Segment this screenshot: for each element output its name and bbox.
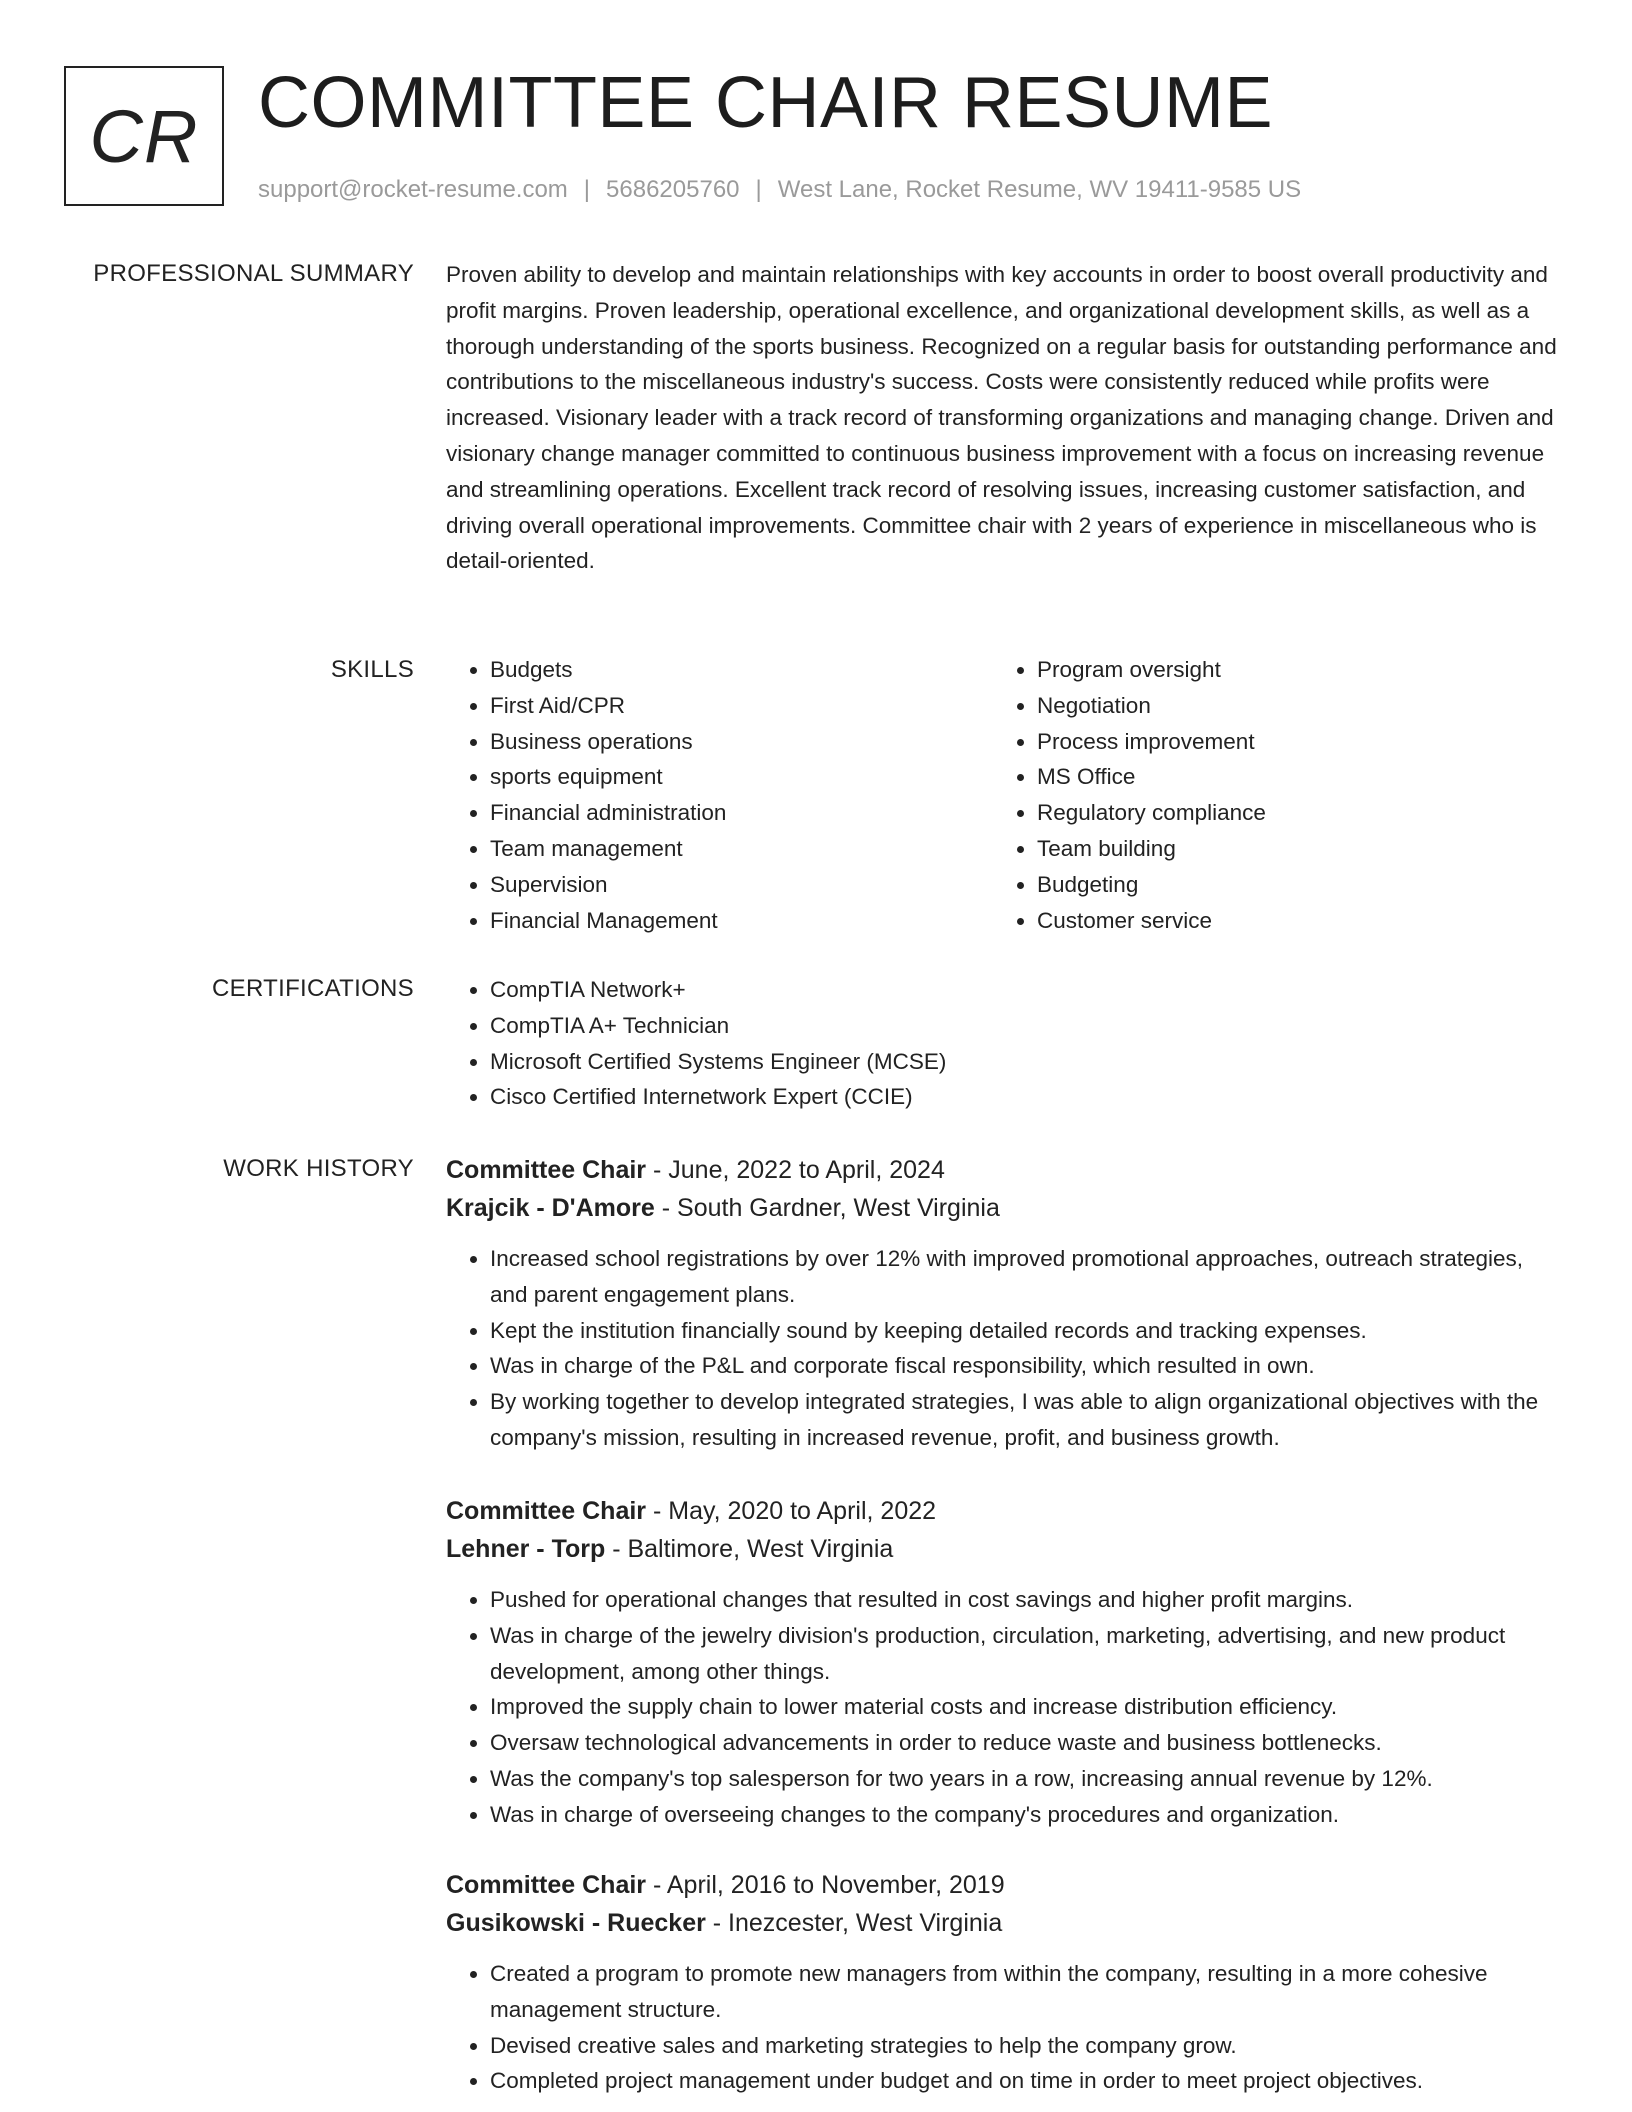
- skill-item: • Budgeting: [1037, 867, 1540, 903]
- skill-item: • MS Office: [1037, 759, 1540, 795]
- skill-item: • Business operations: [490, 724, 993, 760]
- resume-header: [0, 0, 1632, 220]
- job-duty: • Was the company's top salesperson for two years in a row, increasing annual revenue by 12%.: [490, 1761, 1562, 1797]
- skill-item: • Supervision: [490, 867, 993, 903]
- job-location: - South Gardner, West Virginia: [654, 1194, 1000, 1222]
- certifications-heading: CERTIFICATIONS: [212, 975, 414, 1002]
- job-duty: • Increased school registrations by over 12% with improved promotional approaches, outreach strategies, and parent engagement plans.: [490, 1241, 1562, 1313]
- certifications-body: [446, 972, 1562, 1115]
- job-title-line: [446, 1492, 1562, 1530]
- job-location: - Baltimore, West Virginia: [605, 1535, 894, 1563]
- skill-item: • First Aid/CPR: [490, 688, 993, 724]
- job-duty: • By working together to develop integrated strategies, I was able to align organizational objectives with the company's mission, resulting in increased revenue, profit, and business growth.: [490, 1384, 1562, 1456]
- skills-body: [446, 652, 1562, 938]
- contact-email: support@rocket-resume.com: [258, 176, 568, 203]
- skill-item: • Customer service: [1037, 903, 1540, 939]
- job-title: Committee Chair: [446, 1497, 647, 1525]
- job-duty: • Kept the institution financially sound by keeping detailed records and tracking expenses.: [490, 1313, 1562, 1349]
- skill-item: • Budgets: [490, 652, 993, 688]
- certification-item: • Microsoft Certified Systems Engineer (MCSE): [490, 1044, 1562, 1080]
- skill-item: • Team management: [490, 831, 993, 867]
- job-company-line: [446, 1189, 1562, 1227]
- contact-address: West Lane, Rocket Resume, WV 19411-9585 US: [777, 176, 1302, 203]
- job-duty: • Oversaw technological advancements in order to reduce waste and business bottlenecks.: [490, 1725, 1562, 1761]
- resume-title: COMMITTEE CHAIR RESUME: [258, 63, 1274, 143]
- skill-item: • Financial administration: [490, 795, 993, 831]
- job-dates: - April, 2016 to November, 2019: [646, 1871, 1005, 1899]
- skills-list-left: [446, 652, 993, 938]
- monogram-logo: CR: [64, 66, 224, 206]
- job-company: Lehner - Torp: [446, 1535, 606, 1563]
- job-entry: [446, 1492, 1562, 1833]
- summary-heading: PROFESSIONAL SUMMARY: [93, 260, 414, 287]
- job-title-line: [446, 1866, 1562, 1904]
- job-duty: • Pushed for operational changes that resulted in cost savings and higher profit margins.: [490, 1582, 1562, 1618]
- skill-item: • Financial Management: [490, 903, 993, 939]
- job-dates: - June, 2022 to April, 2024: [646, 1156, 945, 1184]
- job-duties-list: [446, 1241, 1562, 1456]
- job-duty: • Was in charge of overseeing changes to the company's procedures and organization.: [490, 1797, 1562, 1833]
- job-duties-list: [446, 1582, 1562, 1833]
- certifications-list: [446, 972, 1562, 1115]
- certification-item: • CompTIA A+ Technician: [490, 1008, 1562, 1044]
- contact-separator: |: [583, 176, 591, 203]
- job-duties-list: [446, 1956, 1562, 2099]
- job-company: Gusikowski - Ruecker: [446, 1909, 706, 1937]
- job-duty: • Completed project management under budget and on time in order to meet project objectives.: [490, 2063, 1562, 2099]
- skill-item: • Team building: [1037, 831, 1540, 867]
- summary-body: [446, 257, 1562, 579]
- job-title: Committee Chair: [446, 1871, 647, 1899]
- contact-phone: 5686205760: [606, 176, 740, 203]
- summary-text: Proven ability to develop and maintain relationships with key accounts in order to boost overall productivity and profit margins. Proven leadership, operational excellence, and organizational development skills, as well as a thorough understanding of the sports business. Recognized on a regular basis for outstanding performance and contributions to the miscellaneous industry's success. Costs were consistently reduced while profits were increased. Visionary leader with a track record of transforming organizations and managing change. Driven and visionary change manager committed to continuous business improvement with a focus on increasing revenue and streamlining operations. Excellent track record of resolving issues, increasing customer satisfaction, and driving overall operational improvements. Committee chair with 2 years of experience in miscellaneous who is detail-oriented.: [446, 262, 1557, 574]
- job-company: Krajcik - D'Amore: [446, 1194, 655, 1222]
- skills-list-right: [993, 652, 1540, 938]
- skill-item: • Program oversight: [1037, 652, 1540, 688]
- job-company-line: [446, 1904, 1562, 1942]
- skill-item: • Process improvement: [1037, 724, 1540, 760]
- contact-line: [258, 174, 1301, 206]
- job-location: - Inezcester, West Virginia: [705, 1909, 1003, 1937]
- job-duty: • Devised creative sales and marketing strategies to help the company grow.: [490, 2028, 1562, 2064]
- contact-separator: |: [755, 176, 762, 203]
- job-title: Committee Chair: [446, 1156, 647, 1184]
- job-duty: • Improved the supply chain to lower material costs and increase distribution efficiency.: [490, 1689, 1562, 1725]
- job-duty: • Created a program to promote new managers from within the company, resulting in a more cohesive management structure.: [490, 1956, 1562, 2028]
- job-entry: [446, 1151, 1562, 1456]
- certification-item: • CompTIA Network+: [490, 972, 1562, 1008]
- job-title-line: [446, 1151, 1562, 1189]
- skill-item: • Negotiation: [1037, 688, 1540, 724]
- skill-item: • Regulatory compliance: [1037, 795, 1540, 831]
- certification-item: • Cisco Certified Internetwork Expert (CCIE): [490, 1079, 1562, 1115]
- skills-columns: [446, 652, 1562, 938]
- job-duty: • Was in charge of the P&L and corporate fiscal responsibility, which resulted in own.: [490, 1348, 1562, 1384]
- job-entry: [446, 1866, 1562, 2099]
- job-duty: • Was in charge of the jewelry division's production, circulation, marketing, advertising, and new product development, among other things.: [490, 1618, 1562, 1690]
- job-dates: - May, 2020 to April, 2022: [646, 1497, 937, 1525]
- skill-item: • sports equipment: [490, 759, 993, 795]
- work-history-heading: WORK HISTORY: [223, 1155, 414, 1182]
- job-company-line: [446, 1530, 1562, 1568]
- skills-heading: SKILLS: [330, 656, 414, 683]
